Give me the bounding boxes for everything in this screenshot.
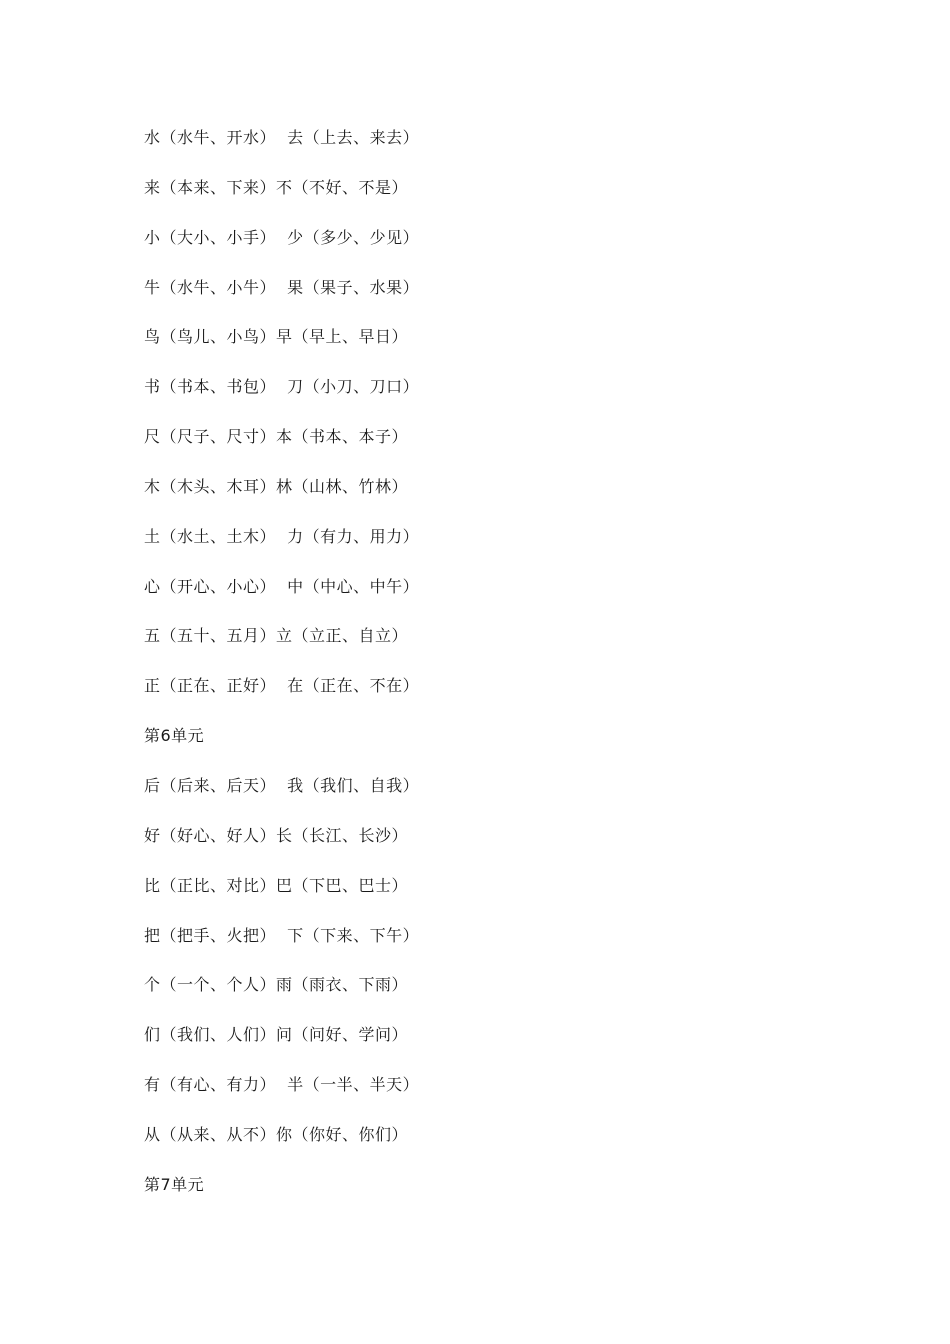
word-line: 五（五十、五月）立（立正、自立）	[144, 626, 409, 646]
word-line: 牛（水牛、小牛） 果（果子、水果）	[144, 277, 420, 297]
word-line: 把（把手、火把） 下（下来、下午）	[144, 925, 420, 945]
word-line: 好（好心、好人）长（长江、长沙）	[144, 825, 409, 845]
unit-heading: 第6单元	[144, 726, 205, 746]
word-line: 比（正比、对比）巴（下巴、巴士）	[144, 875, 409, 895]
word-line: 个（一个、个人）雨（雨衣、下雨）	[144, 975, 409, 995]
word-line: 们（我们、人们）问（问好、学问）	[144, 1025, 409, 1045]
document-body	[144, 124, 844, 1221]
word-line: 木（木头、木耳）林（山林、竹林）	[144, 476, 409, 496]
word-line: 从（从来、从不）你（你好、你们）	[144, 1124, 409, 1144]
word-line: 正（正在、正好） 在（正在、不在）	[144, 676, 420, 696]
word-line: 心（开心、小心） 中（中心、中午）	[144, 576, 420, 596]
word-line: 鸟（鸟儿、小鸟）早（早上、早日）	[144, 327, 409, 347]
word-line: 书（书本、书包） 刀（小刀、刀口）	[144, 377, 420, 397]
word-line: 有（有心、有力） 半（一半、半天）	[144, 1075, 420, 1095]
word-line: 小（大小、小手） 少（多少、少见）	[144, 227, 420, 247]
unit-heading: 第7单元	[144, 1174, 205, 1194]
word-line: 土（水土、土木） 力（有力、用力）	[144, 526, 420, 546]
word-line: 后（后来、后天） 我（我们、自我）	[144, 775, 420, 795]
word-line: 来（本来、下来）不（不好、不是）	[144, 177, 409, 197]
word-line: 水（水牛、开水） 去（上去、来去）	[144, 128, 420, 147]
word-line: 尺（尺子、尺寸）本（书本、本子）	[144, 427, 409, 447]
